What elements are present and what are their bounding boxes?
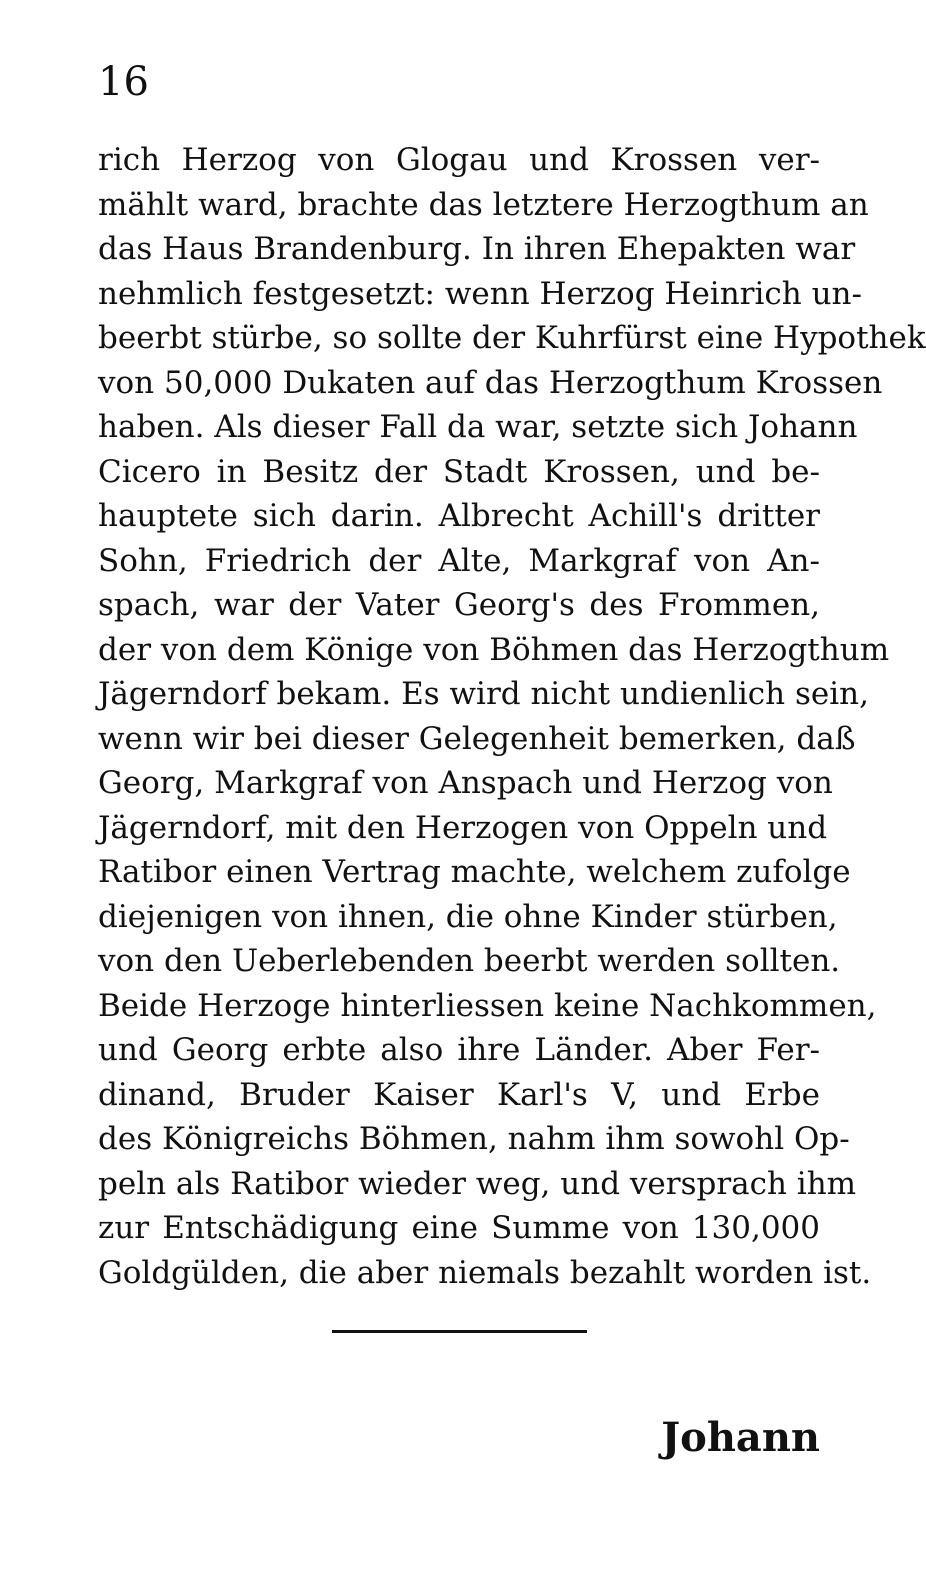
- text-line: von den Ueberlebenden beerbt werden sollten.: [98, 943, 841, 979]
- text-line: das Haus Brandenburg. In ihren Ehepakten war: [98, 231, 856, 267]
- text-line: haben. Als dieser Fall da war, setzte sich Johann: [98, 409, 858, 445]
- body-text: [98, 138, 926, 1295]
- text-line: Georg, Markgraf von Anspach und Herzog von: [98, 765, 833, 801]
- text-line: Beide Herzoge hinterliessen keine Nachkommen,: [98, 987, 877, 1024]
- text-line: wenn wir bei dieser Gelegenheit bemerken, daß: [98, 720, 856, 757]
- section-divider: [332, 1330, 587, 1333]
- text-line: beerbt stürbe, so sollte der Kuhrfürst eine Hypothek: [98, 320, 926, 356]
- text-line: zur Entschädigung eine Summe von 130,000: [98, 1210, 820, 1246]
- text-line: diejenigen von ihnen, die ohne Kinder stürben,: [98, 898, 838, 935]
- text-line: peln als Ratibor wieder weg, und versprach ihm: [98, 1165, 857, 1202]
- text-line: rich Herzog von Glogau und Krossen ver-: [98, 142, 820, 178]
- catchword: Johann: [661, 1414, 820, 1461]
- text-line: Jägerndorf bekam. Es wird nicht undienlich sein,: [98, 676, 869, 712]
- text-line: und Georg erbte also ihre Länder. Aber Fer-: [98, 1032, 820, 1068]
- text-line: mählt ward, brachte das letztere Herzogthum an: [98, 186, 869, 223]
- text-line: Sohn, Friedrich der Alte, Markgraf von An-: [98, 542, 820, 579]
- text-line: Goldgülden, die aber niemals bezahlt worden ist.: [98, 1254, 872, 1291]
- text-line: spach, war der Vater Georg's des Frommen,: [98, 587, 820, 623]
- text-line: nehmlich festgesetzt: wenn Herzog Heinrich un-: [98, 275, 862, 312]
- text-line: Ratibor einen Vertrag machte, welchem zufolge: [98, 854, 851, 890]
- text-line: dinand, Bruder Kaiser Karl's V, und Erbe: [98, 1076, 820, 1113]
- text-line: Cicero in Besitz der Stadt Krossen, und be-: [98, 453, 820, 490]
- text-line: von 50,000 Dukaten auf das Herzogthum Krossen: [98, 364, 883, 401]
- text-line: Jägerndorf, mit den Herzogen von Oppeln und: [98, 809, 828, 846]
- text-line: der von dem Könige von Böhmen das Herzogthum: [98, 631, 890, 668]
- text-line: hauptete sich darin. Albrecht Achill's dritter: [98, 498, 820, 534]
- text-line: des Königreichs Böhmen, nahm ihm sowohl Op-: [98, 1121, 850, 1157]
- page-number: 16: [98, 59, 149, 105]
